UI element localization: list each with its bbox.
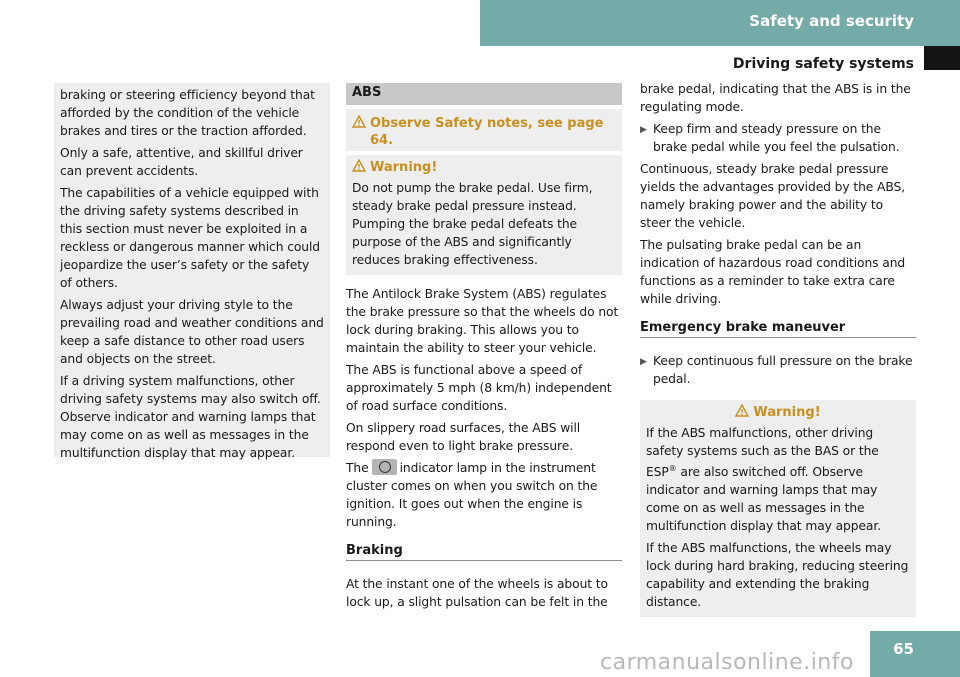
emergency-brake-heading: Emergency brake maneuver [640,320,916,338]
column-middle [346,83,622,615]
paragraph: braking or steering efficiency beyond that afforded by the condition of the vehicle brakes and tires or the traction afforded. [60,88,315,138]
paragraph: The Antilock Brake System (ABS) regulates the brake pressure so that the wheels do not lock during braking. This allows you to maintain the ability to steer your vehicle. [346,287,619,355]
braking-heading: Braking [346,543,622,561]
warning-triangle-icon [352,159,370,177]
abs-indicator-lamp-icon [372,459,397,475]
paragraph: Only a safe, attentive, and skillful driver can prevent accidents. [60,146,303,178]
list-item: ▶ Keep firm and steady pressure on the brake pedal while you feel the pulsation. [640,122,900,154]
list-item: ▶ Keep continuous full pressure on the brake pedal. [640,354,913,386]
paragraph: The ABS is functional above a speed of approximately 5 mph (8 km/h) independent of road surface conditions. [346,363,612,413]
paragraph: The capabilities of a vehicle equipped with the driving safety systems described in this section must never be exploited in a reckless or dangerous manner which could jeopardize the user’s safety or the safety of others. [60,186,321,290]
paragraph: At the instant one of the wheels is about to lock up, a slight pulsation can be felt in the [346,577,608,609]
observe-safety-link[interactable]: Observe Safety notes, see page 64. [370,116,604,148]
watermark: carmanualsonline.info [600,650,854,675]
page-number: 65 [893,640,914,658]
paragraph: Continuous, steady brake pedal pressure yields the advantages provided by the ABS, namely braking power and the ability to steer the vehicle. [640,162,905,230]
paragraph: If a driving system malfunctions, other driving safety systems may also switch off. Observe indicator and warning lamps that may come on as well as messages in the multifunction display that may appear. [60,374,321,460]
paragraph: The indicator lamp in the instrument cluster comes on when you switch on the ignition. It goes out when the engine is running. [346,461,598,529]
warning-text: If the ABS malfunctions, the wheels may lock during hard braking, reducing steering capability and extending the braking distance. [646,541,909,610]
safety-note-box [346,109,622,151]
page-number-tab [870,631,960,677]
section-title: Driving safety systems [732,56,914,72]
section-marker [924,46,960,70]
warning-triangle-icon [352,115,370,149]
warning-title: Warning! [370,160,438,175]
paragraph: On slippery road surfaces, the ABS will respond even to light brake pressure. [346,421,581,453]
warning-box [640,400,916,617]
paragraph: The pulsating brake pedal can be an indication of hazardous road conditions and functions as a reminder to take extra care while driving. [640,238,906,306]
column-left-notebox [54,83,330,460]
warning-box [346,155,622,275]
bullet-arrow-icon: ▶ [640,125,647,135]
bullet-arrow-icon: ▶ [640,357,647,367]
paragraph: Always adjust your driving style to the prevailing road and weather conditions and keep a safe distance to other road users and objects on the street. [60,298,324,366]
chapter-title: Safety and security [749,12,914,30]
abs-heading: ABS [346,83,622,105]
warning-triangle-icon [735,404,753,422]
warning-text: If the ABS malfunctions, other driving safety systems such as the BAS or the ESP® are also switched off. Observe indicator and warning lamps that may come on as well as messages in the multifunction display that may appear. [646,426,882,534]
warning-text: Do not pump the brake pedal. Use firm, steady brake pedal pressure instead. Pumping the brake pedal defeats the purpose of the ABS and significantly reduces braking effectiveness. [352,181,593,267]
warning-title: Warning! [753,405,821,420]
column-right [640,80,916,617]
paragraph: brake pedal, indicating that the ABS is in the regulating mode. [640,82,911,114]
